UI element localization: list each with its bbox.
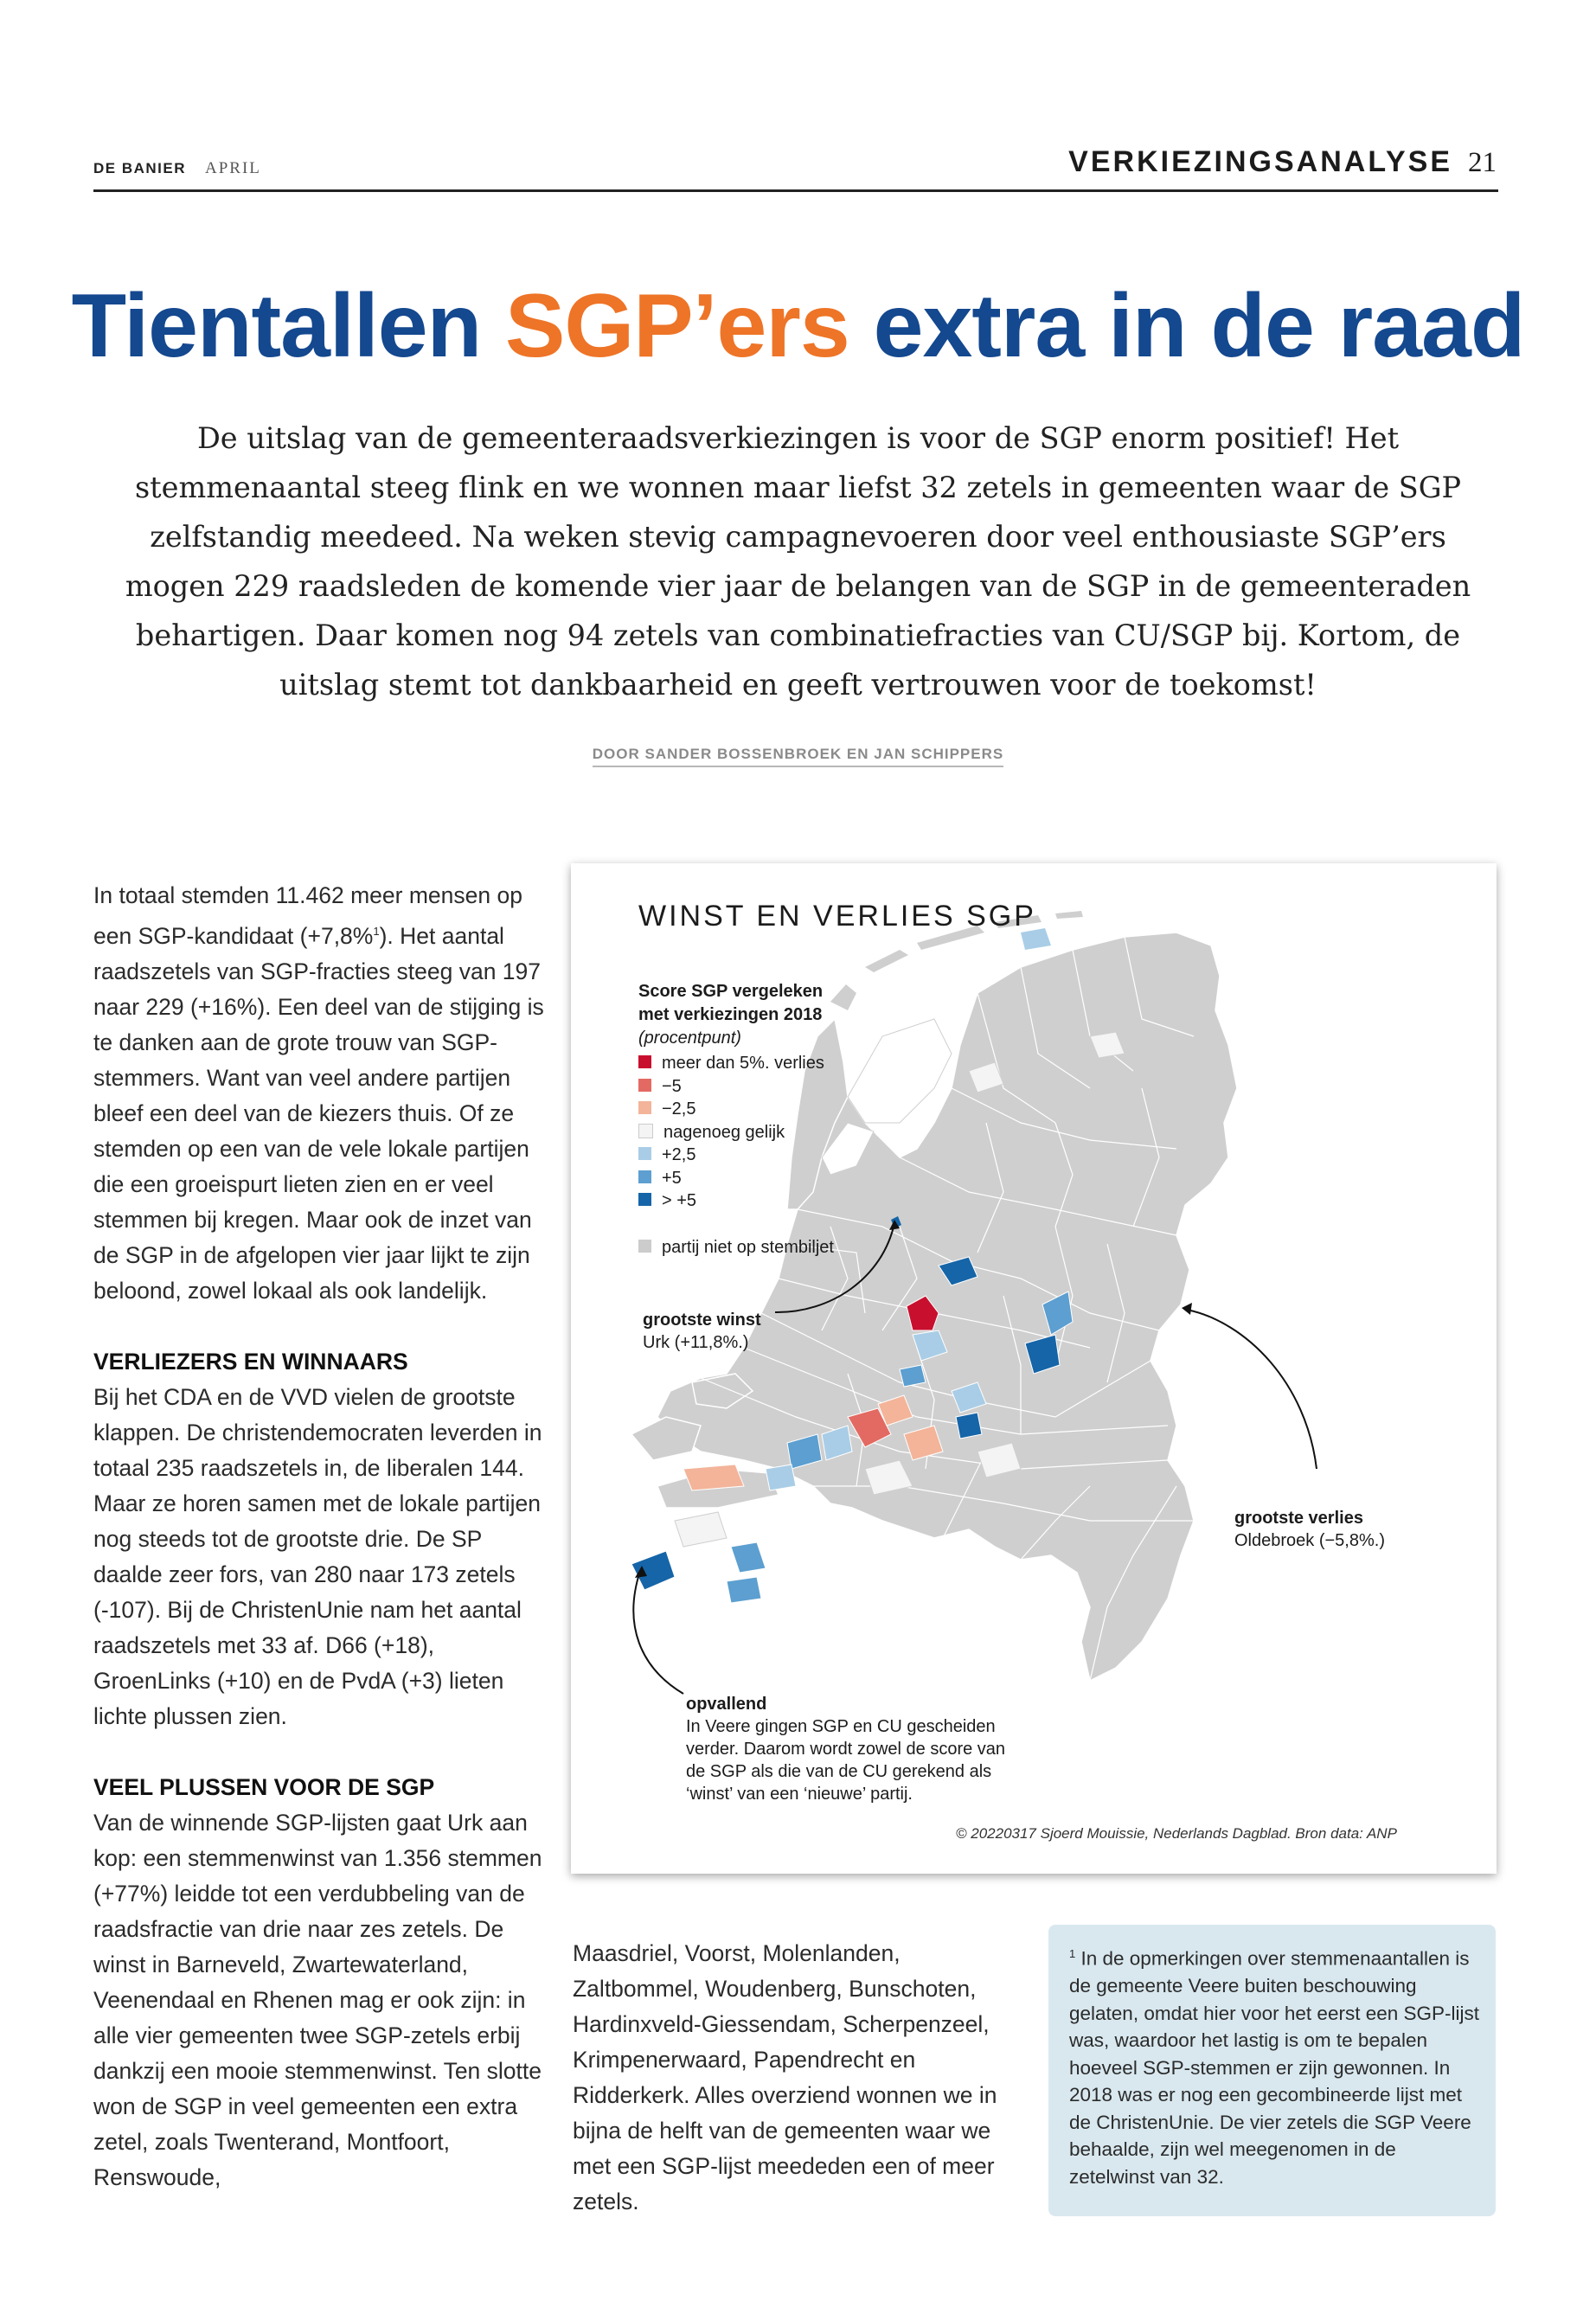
legend-swatch bbox=[638, 1055, 651, 1068]
body-column-1 bbox=[93, 878, 548, 2195]
footnote-text bbox=[1069, 1940, 1480, 2190]
legend-swatch bbox=[638, 1124, 653, 1138]
legend-swatch bbox=[638, 1240, 651, 1253]
map-region-tholen bbox=[731, 1542, 766, 1573]
paragraph-1-b: ). Het aantal raadszetels van SGP-fracties steeg van 197 naar 229 (+16%). Een deel van de stijging is te danken aan de grote trouw van SGP-stemmers. Want van veel andere partijen bleef een deel van de kiezers thuis. Of ze stemden op een van de vele lokale partijen die een groeispurt lieten zien en er veel stemmen bij kregen. Maar ook de inzet van de SGP in de afgelopen vier jaar lijkt te zijn beloond, zowel lokaal als ook landelijk. bbox=[93, 922, 544, 1304]
legend-item bbox=[638, 1075, 682, 1098]
paragraph-1-a: In totaal stemden 11.462 meer mensen op een SGP-kandidaat (+7,8% bbox=[93, 882, 522, 949]
legend-label: nagenoeg gelijk bbox=[663, 1122, 785, 1142]
title-part1: Tientallen bbox=[71, 276, 506, 376]
annotation-grootste-winst bbox=[643, 1309, 761, 1354]
footnote-ref: 1 bbox=[373, 925, 380, 938]
legend-swatch bbox=[638, 1101, 651, 1114]
legend-label: > +5 bbox=[662, 1191, 697, 1210]
legend-unit: (procentpunt) bbox=[638, 1029, 741, 1048]
legend-label: partij niet op stembiljet bbox=[662, 1237, 834, 1257]
arrow-grootste-verlies bbox=[1187, 1310, 1317, 1469]
footnote-body: In de opmerkingen over stemmenaantallen is de gemeente Veere buiten beschouwing gelaten, omdat hier voor het eerst een SGP-lijst was, waardoor het lastig is om te bepalen hoeveel SGP-stemmen er zijn gewonnen. In 2018 was er nog een gecombineerde lijst met de ChristenUnie. De vier zetels die SGP Veere behaalde, zijn wel meegenomen in de zetelwinst van 32. bbox=[1069, 1947, 1479, 2188]
map-region-krimpen bbox=[766, 1465, 796, 1490]
legend-item bbox=[638, 1144, 695, 1166]
legend-label: meer dan 5%. verlies bbox=[662, 1054, 824, 1073]
legend-label: −2,5 bbox=[662, 1099, 696, 1118]
section-header bbox=[1068, 145, 1497, 179]
legend-title: Score SGP vergeleken met verkiezingen 2018 bbox=[638, 982, 824, 1024]
annotation-loss-title: grootste verlies bbox=[1234, 1509, 1363, 1528]
legend-swatch bbox=[638, 1170, 651, 1183]
annotation-win-title: grootste winst bbox=[643, 1311, 761, 1330]
arrow-grootste-verlies-head bbox=[1182, 1303, 1192, 1315]
legend-label: +2,5 bbox=[662, 1145, 696, 1164]
title-part2: extra in de raad bbox=[849, 276, 1525, 376]
legend-item bbox=[638, 1052, 824, 1074]
legend-heading bbox=[638, 980, 846, 1050]
subheading-plussen: VEEL PLUSSEN VOOR DE SGP bbox=[93, 1773, 435, 1800]
footnote-marker: 1 bbox=[1069, 1947, 1076, 1960]
annotation-note-text: In Veere gingen SGP en CU gescheiden verder. Daarom wordt zowel de score van de SGP als die van de CU gerekend als ‘winst’ van een ‘nieuwe’ partij. bbox=[686, 1717, 1006, 1804]
paragraph-4: Maasdriel, Voorst, Molenlanden, Zaltbommel, Woudenberg, Bunschoten, Hardinxveld-Giessendam, Scherpenzeel, Krimpenerwaard, Papendrecht en Ridderkerk. Alles overziend wonnen we in bijna de helft van de gemeenten waar we met een SGP-lijst meededen een of meer zetels. bbox=[573, 1940, 997, 2214]
publication-header bbox=[93, 159, 261, 178]
article-intro: De uitslag van de gemeenteraadsverkiezingen is voor de SGP enorm positief! Het stemmenaantal steeg flink en we wonnen maar liefst 32 zetels in gemeenten waar de SGP zelfstandig meedeed. Na weken stevig campagnevoeren door veel enthousiaste SGP’ers mogen 229 raadsleden de komende vier jaar de belangen van de SGP in de gemeenteraden behartigen. Daar komen nog 94 zetels van combinatiefracties van CU/SGP bij. Kortom, de uitslag stemt tot dankbaarheid en geeft vertrouwen voor de toekomst! bbox=[125, 421, 1471, 702]
paragraph-3: Van de winnende SGP-lijsten gaat Urk aan kop: een stemmenwinst van 1.356 stemmen (+77%) leidde tot een verdubbeling van de raadsfractie van drie naar zes zetels. De winst in Barneveld, Zwartewaterland, Veenendaal en Rhenen mag er ook zijn: in alle vier gemeenten twee SGP-zetels erbij dankzij een mooie stemmenwinst. Ten slotte won de SGP in veel gemeenten een extra zetel, zoals Twenterand, Montfoort, Renswoude, bbox=[93, 1809, 542, 2190]
legend-swatch bbox=[638, 1193, 651, 1206]
body-column-2 bbox=[573, 1936, 1022, 2220]
subheading-verliezers: VERLIEZERS EN WINNAARS bbox=[93, 1348, 408, 1375]
annotation-grootste-verlies bbox=[1234, 1507, 1385, 1552]
byline bbox=[0, 746, 1596, 763]
header-rule bbox=[93, 189, 1498, 192]
annotation-loss-text: Oldebroek (−5,8%.) bbox=[1234, 1531, 1385, 1550]
legend-label: +5 bbox=[662, 1168, 682, 1188]
paragraph-2: Bij het CDA en de VVD vielen de grootste klappen. De christendemocraten leverden in totaal 235 raadszetels in, de liberalen 144. Maar ze horen samen met de lokale partijen nog steeds tot de grootste drie. De SP daalde zeer fors, van 280 naar 173 zetels (-107). Bij de ChristenUnie nam het aantal raadszetels met 33 af. D66 (+18), GroenLinks (+10) en de PvdA (+3) lieten lichte plussen zien. bbox=[93, 1383, 542, 1729]
legend-item bbox=[638, 1098, 695, 1120]
publication-name: DE BANIER bbox=[93, 160, 187, 176]
issue-month: APRIL bbox=[205, 159, 261, 177]
map-region-goeree bbox=[683, 1465, 744, 1490]
map-region-hattem bbox=[900, 1365, 926, 1387]
annotation-opvallend bbox=[686, 1693, 1015, 1805]
page-number: 21 bbox=[1468, 147, 1497, 178]
map-title: WINST EN VERLIES SGP bbox=[638, 900, 1036, 933]
legend-swatch bbox=[638, 1147, 651, 1160]
map-region-ede bbox=[956, 1413, 982, 1439]
legend-item bbox=[638, 1121, 785, 1144]
map-island-schiermonnikoog bbox=[1055, 911, 1083, 919]
map-credit: © 20220317 Sjoerd Mouissie, Nederlands Dagblad. Bron data: ANP bbox=[956, 1825, 1397, 1842]
arrow-opvallend bbox=[633, 1571, 683, 1694]
map-region-reimerswaal bbox=[727, 1577, 761, 1603]
legend-item-not-on-ballot bbox=[638, 1236, 834, 1259]
paragraph-1 bbox=[93, 878, 548, 1309]
map-region-veere bbox=[631, 1551, 675, 1590]
legend-swatch bbox=[638, 1079, 651, 1092]
annotation-note-title: opvallend bbox=[686, 1695, 767, 1714]
title-highlight: SGP’ers bbox=[505, 276, 849, 376]
section-name: VERKIEZINGSANALYSE bbox=[1068, 145, 1452, 178]
byline-text: DOOR SANDER BOSSENBROEK EN JAN SCHIPPERS bbox=[593, 746, 1003, 767]
map-island-vlieland bbox=[865, 950, 908, 972]
map-region-zeeland-mid bbox=[675, 1512, 727, 1547]
legend-item bbox=[638, 1167, 682, 1189]
map-zeeland-1 bbox=[631, 1417, 701, 1460]
map-ijsselmeer bbox=[848, 1019, 952, 1123]
article-title bbox=[0, 275, 1596, 378]
legend-item bbox=[638, 1189, 696, 1212]
annotation-win-text: Urk (+11,8%.) bbox=[643, 1333, 749, 1352]
legend-label: −5 bbox=[662, 1076, 682, 1096]
